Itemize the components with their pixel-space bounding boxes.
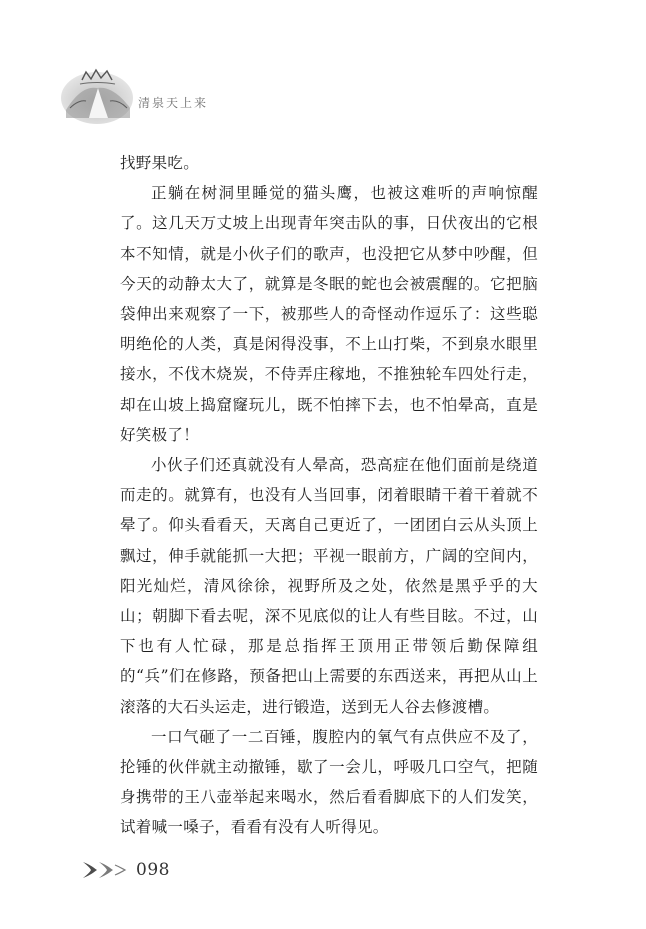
page-number: 098 xyxy=(136,860,170,880)
page-footer xyxy=(80,856,170,884)
paragraph-4: 一口气砸了一二百锤，腹腔内的氧气有点供应不及了，抡锤的伙伴就主动撤锤，歇了一会儿，呼吸几口空气，把随身携带的王八壶举起来喝水，然后看看脚底下的人们发笑，试着喊一嗓子，看看有没有人听得见。 xyxy=(120,727,538,837)
mountain-path-illustration-icon xyxy=(58,58,136,126)
paragraph-1: 找野果吃。 xyxy=(120,154,200,172)
double-chevron-leaf-ornament-icon xyxy=(80,858,132,882)
page-header xyxy=(58,58,288,130)
paragraph-3: 小伙子们还真就没有人晕高，恐高症在他们面前是绕道而走的。就算有，也没有人当回事，闭着眼睛干着干着就不晕了。仰头看看天，天离自己更近了，一团团白云从头顶上飘过，伸手就能抓一大把；平视一眼前方，广阔的空间内，阳光灿烂，清风徐徐，视野所及之处，依然是黑乎乎的大山；朝脚下看去呢，深不见底似的让人有些目眩。不过，山下也有人忙碌，那是总指挥王顶用正带领后勤保障组的“兵”们在修路，预备把山上需要的东西送来，再把从山上滚落的大石头运走，进行锻造，送到无人谷去修渡槽。 xyxy=(120,456,538,716)
paragraph-2: 正躺在树洞里睡觉的猫头鹰，也被这难听的声响惊醒了。这几天万丈坡上出现青年突击队的事，日伏夜出的它根本不知情，就是小伙子们的歌声，也没把它从梦中吵醒，但今天的动静太大了，就算是冬眠的蛇也会被震醒的。它把脑袋伸出来观察了一下，被那些人的奇怪动作逗乐了：这些聪明绝伦的人类，真是闲得没事，不上山打柴，不到泉水眼里接水，不伐木烧炭，不侍弄庄稼地，不推独轮车四处行走，却在山坡上捣窟窿玩儿，既不怕摔下去，也不怕晕高，直是好笑极了！ xyxy=(120,184,538,444)
page-body xyxy=(120,148,538,843)
running-header-title: 清泉天上来 xyxy=(138,96,209,110)
